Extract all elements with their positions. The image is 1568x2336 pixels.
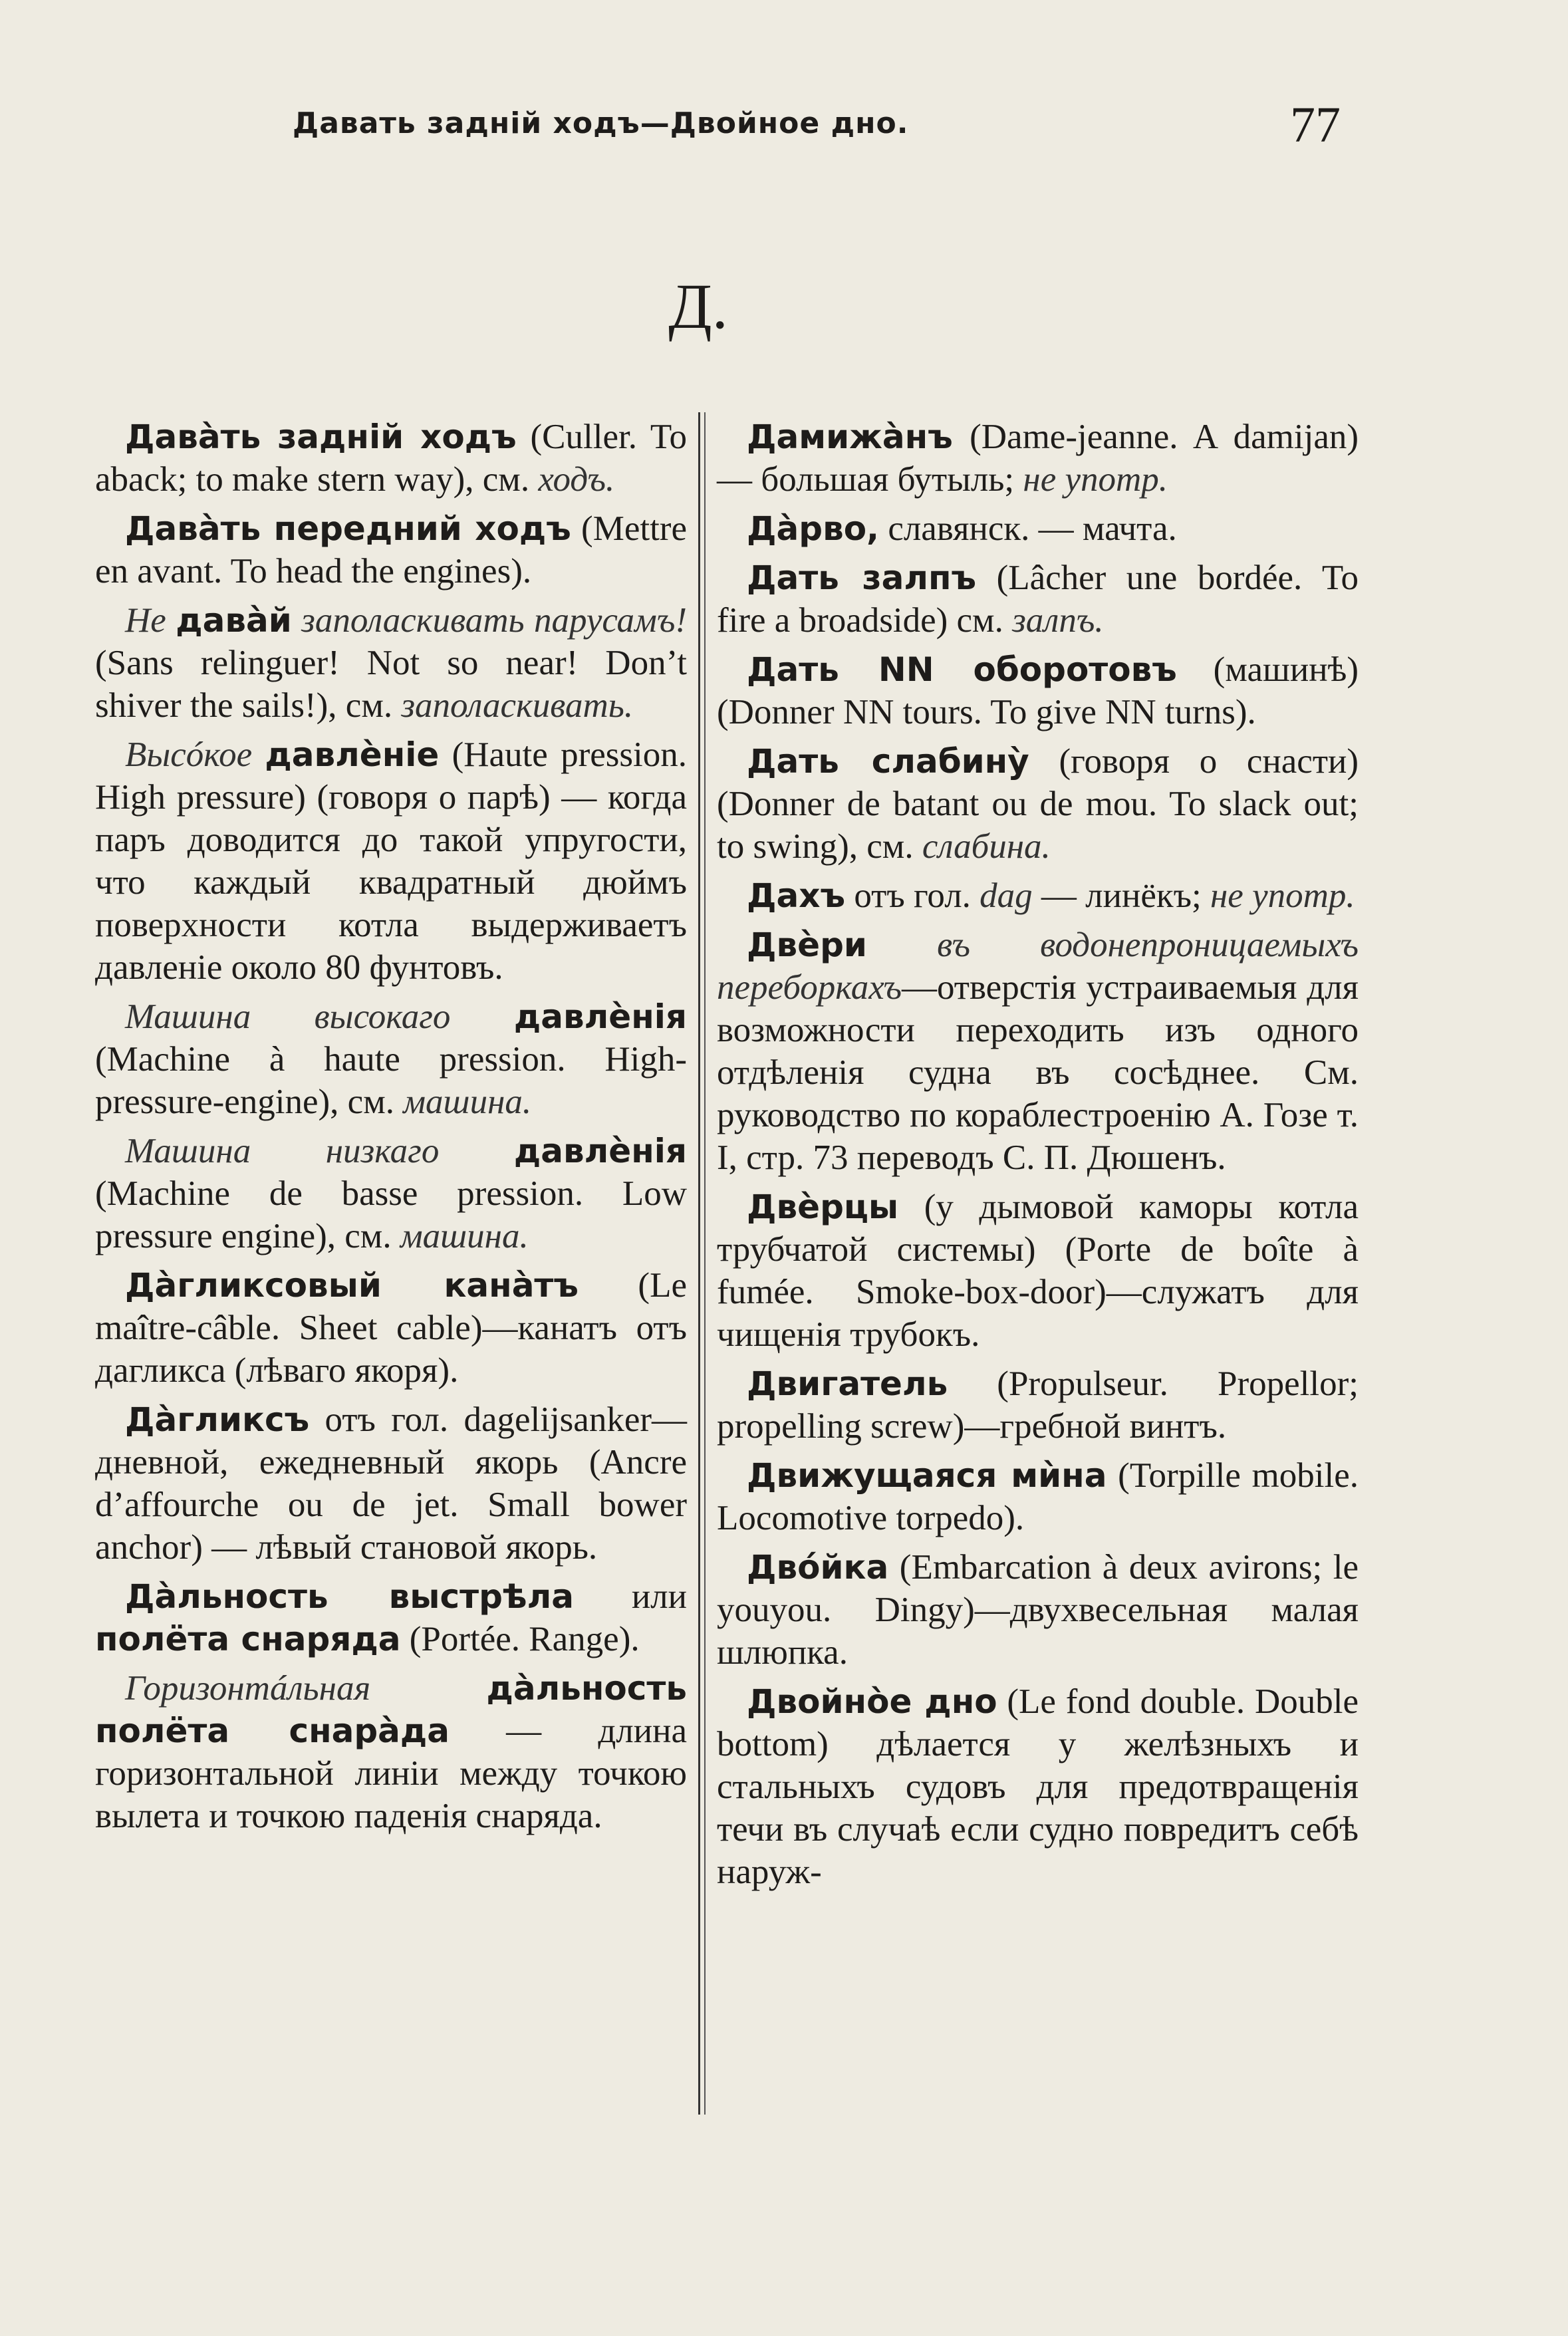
definition-text: (Portée. Range). <box>400 1620 640 1658</box>
headword: давлѐнiя <box>513 1132 687 1170</box>
definition-text: — линёкъ; <box>1032 876 1210 915</box>
headword: Дàгликсовый канàтъ <box>125 1266 579 1305</box>
headword: Дамижàнъ <box>747 418 953 456</box>
dictionary-entry <box>95 1130 687 1257</box>
left-column <box>95 416 687 1844</box>
dictionary-entry <box>717 874 1359 917</box>
italic-text: машина. <box>403 1083 532 1121</box>
headword: Давàть заднiй ходъ <box>125 418 517 456</box>
headword: давлѐнiе <box>265 735 440 774</box>
dictionary-entry <box>717 416 1359 501</box>
italic-text: не употр. <box>1210 876 1355 915</box>
italic-text: Не <box>125 601 176 640</box>
section-letter: Д. <box>668 271 728 342</box>
dictionary-entry <box>717 1363 1359 1448</box>
italic-text: ходъ. <box>538 460 615 499</box>
headword: Дать слабинỳ <box>747 742 1029 781</box>
italic-text: заполаскивать парусамъ! <box>291 601 687 640</box>
definition-text: (Lâcher une bordée. To fire a broadside) см. <box>717 559 1359 640</box>
headword: Дàрво, <box>747 509 880 548</box>
dictionary-entry <box>95 733 687 989</box>
italic-text: Машина низкаго <box>125 1132 514 1170</box>
definition-text: (Propulseur. Propellor; propelling screw)—гребной винтъ. <box>717 1364 1359 1446</box>
dictionary-entry <box>717 648 1359 733</box>
definition-text: (Machine à haute pression. High-pressure-engine), см. <box>95 1040 687 1121</box>
italic-text: Высóкое <box>125 735 265 774</box>
headword: давàй <box>176 601 292 640</box>
dictionary-entry <box>717 507 1359 550</box>
dictionary-entry <box>717 924 1359 1179</box>
definition-text: — длина горизонтальной линiи между точкою вылета и точкою паденiя снаряда. <box>95 1712 687 1835</box>
italic-text: dag <box>980 876 1033 915</box>
dictionary-entry <box>95 599 687 727</box>
definition-text: (Sans relinguer! Not so near! Don’t shiver the sails!), см. <box>95 644 687 725</box>
headword: давлѐнiя <box>513 997 687 1036</box>
italic-text: Горизонтáльная <box>125 1669 487 1708</box>
definition-text: (Machine de basse pression. Low pressure engine), см. <box>95 1174 687 1255</box>
definition-text: или <box>574 1577 687 1616</box>
definition-text: отъ гол. <box>845 876 980 915</box>
definition-text: (Culler. To aback; to make stern way), см. <box>95 418 687 499</box>
dictionary-entry <box>95 507 687 592</box>
definition-text: (Le fond double. Double bottom) дѣлается у желѣзныхъ и стальныхъ судовъ для предотвращенiя течи въ случаѣ если судно повредитъ себѣ наруж- <box>717 1682 1359 1891</box>
headword: Двóйка <box>747 1548 889 1587</box>
definition-text: (Haute pression. High pressure) (говоря о парѣ) — когда паръ доводится до такой упругости, что каждый квадратный дюймъ поверхности котла выдерживаетъ давленiе около 80 фунтовъ. <box>95 735 687 987</box>
italic-text: машина. <box>400 1217 529 1255</box>
dictionary-entry <box>717 1546 1359 1674</box>
headword: Двѐрцы <box>747 1188 899 1226</box>
italic-text: заполаскивать. <box>401 686 634 725</box>
definition-text: (Le maître-câble. Sheet cable)—канатъ отъ дагликса (лѣваго якоря). <box>95 1266 687 1390</box>
dictionary-entry <box>717 1186 1359 1356</box>
headword: Движущаяся мѝна <box>747 1456 1107 1495</box>
dictionary-entry <box>95 416 687 501</box>
headword: Дàгликсъ <box>125 1400 310 1439</box>
dictionary-entry <box>95 1264 687 1392</box>
page-number: 77 <box>1290 97 1341 153</box>
definition-text: (Embarcation à deux avirons; le youyou. Dingy)—двухвесельная малая шлюпка. <box>717 1548 1359 1672</box>
headword: полёта снаряда <box>95 1620 401 1658</box>
headword: Дахъ <box>747 876 846 915</box>
dictionary-entry <box>717 740 1359 868</box>
definition-text: —отверстiя устраиваемыя для возможности переходить изъ одного отдѣленiя судна въ сосѣднее. См. руководство по кораблестроенiю А. Гозе т. I, стр. 73 переводъ С. П. Дюшенъ. <box>717 968 1359 1177</box>
italic-text: въ водонепроницаемыхъ переборкахъ <box>717 926 1359 1007</box>
headword: дàльность полёта снарàда <box>95 1669 687 1750</box>
dictionary-entry <box>717 1680 1359 1893</box>
dictionary-entry <box>95 1398 687 1569</box>
definition-text: (Dame-jeanne. A damijan) — большая бутыль; <box>717 418 1359 499</box>
italic-text: не употр. <box>1023 460 1168 499</box>
dictionary-entry <box>95 1667 687 1837</box>
definition-text: (говоря о снасти) (Donner de batant ou de mou. To slack out; to swing), см. <box>717 742 1359 866</box>
dictionary-entry <box>95 1575 687 1660</box>
definition-text: (Torpille mobile. Locomotive torpedo). <box>717 1456 1359 1537</box>
definition-text: отъ гол. dagelijsanker—дневной, ежедневный якорь (Ancre d’affourche ou de jet. Small bower anchor) — лѣвый становой якорь. <box>95 1400 687 1567</box>
headword: Двѐри <box>747 926 867 964</box>
headword: Двойнòе дно <box>747 1682 997 1721</box>
headword: Дать залпъ <box>747 559 977 597</box>
definition-text: (Mettre en avant. To head the engines). <box>95 509 687 590</box>
column-divider <box>698 412 706 2115</box>
headword: Дàльность выстрѣла <box>125 1577 575 1616</box>
dictionary-entry <box>717 557 1359 642</box>
right-column <box>717 416 1359 1900</box>
dictionary-entry <box>95 995 687 1123</box>
dictionary-entry <box>717 1454 1359 1539</box>
definition-text: славянск. — мачта. <box>879 509 1177 548</box>
italic-text: Машина высокаго <box>125 997 514 1036</box>
running-title: Давать заднiй ходъ—Двойное дно. <box>293 106 909 140</box>
italic-text: слабина. <box>922 827 1051 866</box>
headword: Давàть передний ходъ <box>125 509 571 548</box>
definition-text: (у дымовой каморы котла трубчатой системы) (Porte de boîte à fumée. Smoke-box-door)—служатъ для чищенiя трубокъ. <box>717 1188 1359 1354</box>
italic-text: залпъ. <box>1012 601 1104 640</box>
headword: Двигатель <box>747 1364 948 1403</box>
headword: Дать NN оборотовъ <box>747 650 1177 689</box>
definition-text: (машинѣ) (Donner NN tours. To give NN turns). <box>717 650 1359 731</box>
